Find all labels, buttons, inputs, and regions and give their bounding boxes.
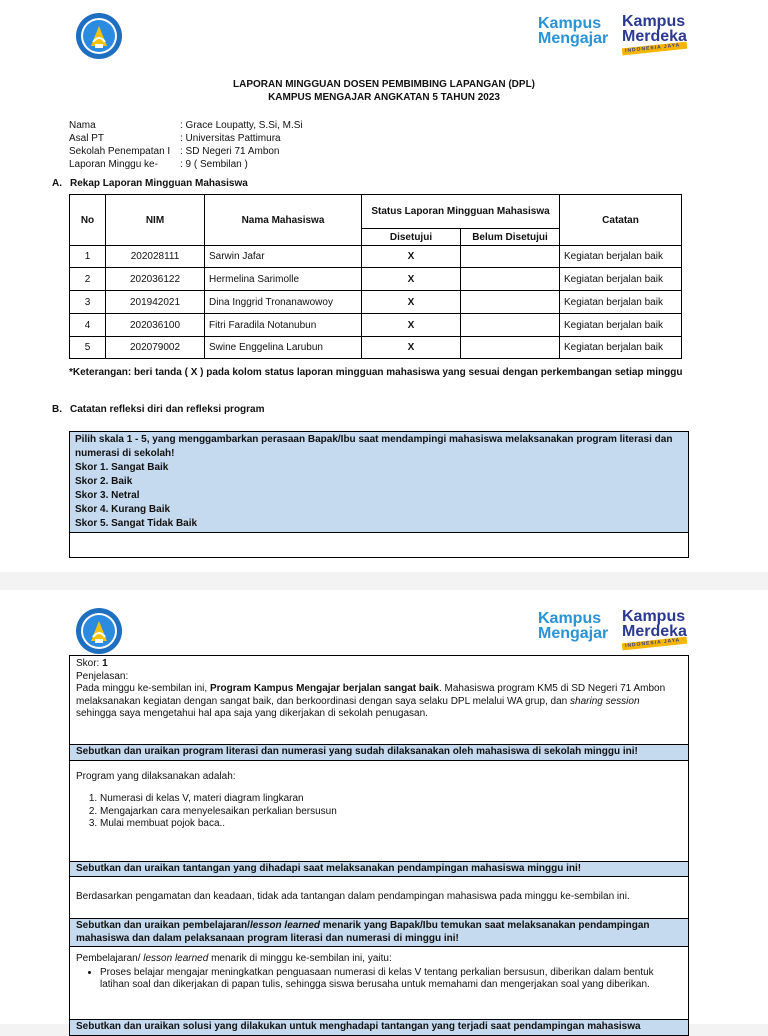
cell-no: 2	[70, 268, 106, 291]
brand-tagline: INDONESIA JAYA	[622, 42, 687, 56]
info-value: : SD Negeri 71 Ambon	[180, 146, 280, 157]
cell-nama: Hermelina Sarimolle	[205, 268, 362, 291]
cell-nim: 202036100	[106, 314, 205, 337]
section-title: Rekap Laporan Mingguan Mahasiswa	[70, 178, 248, 189]
cell-disetujui: X	[362, 314, 461, 337]
brand-line1: Kampus	[622, 13, 686, 30]
cell-nama: Sarwin Jafar	[205, 246, 362, 268]
cell-no: 5	[70, 337, 106, 359]
list-item: 1. Numerasi di kelas V, materi diagram lingkaran	[100, 793, 682, 806]
question-3-italic: lesson learned	[249, 920, 320, 931]
info-label: Nama	[69, 120, 96, 131]
section-b-heading	[52, 404, 265, 415]
cell-nim: 202036122	[106, 268, 205, 291]
question-2: Sebutkan dan uraikan tantangan yang dihadapi saat melaksanakan pendampingan mahasiswa minggu ini!	[70, 862, 688, 878]
brand-line2: Merdeka	[622, 28, 687, 45]
list-item: 2. Mengajarkan cara menyelesaikan perkalian bersusun	[100, 806, 682, 819]
tut-wuri-handayani-logo-icon	[75, 607, 123, 655]
scale-prompt: Pilih skala 1 - 5, yang menggambarkan perasaan Bapak/Ibu saat mendampingi mahasiswa melaksanakan program literasi dan numerasi di sekolah!	[75, 434, 673, 459]
kampus-merdeka-logo	[622, 13, 687, 55]
brand-line2: Merdeka	[622, 623, 687, 640]
scale-item: Skor 4. Kurang Baik	[75, 504, 171, 515]
cell-nim: 202028111	[106, 246, 205, 268]
section-a-heading	[52, 178, 248, 189]
table-row	[70, 291, 682, 314]
col-header-no: No	[70, 195, 106, 246]
cell-no: 1	[70, 246, 106, 268]
answer-3-post: menarik di minggu ke-sembilan ini, yaitu:	[208, 953, 392, 964]
cell-disetujui: X	[362, 246, 461, 268]
info-label: Asal PT	[69, 133, 105, 144]
cell-belum	[461, 291, 560, 314]
tut-wuri-handayani-logo-icon	[75, 12, 123, 60]
penjelasan-mid: . Mahasiswa program KM5 di SD Negeri 71 Ambon melaksanakan kegiatan dengan sangat baik, dan berkoordinasi dengan saya selaku DPL melalui WA grup, dan	[76, 683, 666, 707]
scale-answer-field	[70, 533, 688, 557]
penjelasan-italic: sharing session	[570, 695, 640, 707]
table-note: *Keterangan: beri tanda ( X ) pada kolom status laporan mingguan mahasiswa yang sesuai dengan perkembangan setiap minggu	[69, 367, 683, 378]
question-4: Sebutkan dan uraikan solusi yang dilakukan untuk menghadapi tantangan yang terjadi saat pendampingan mahasiswa	[70, 1020, 688, 1035]
brand-line1: Kampus	[622, 608, 686, 625]
identity-block	[69, 119, 303, 171]
cell-nama: Dina Inggrid Tronanawowoy	[205, 291, 362, 314]
answer-1-intro: Program yang dilaksanakan adalah:	[76, 770, 236, 782]
col-header-status: Status Laporan Mingguan Mahasiswa	[362, 195, 560, 229]
info-value: : Universitas Pattimura	[180, 133, 281, 144]
answer-3-italic: lesson learned	[143, 953, 209, 964]
rekap-table	[69, 194, 682, 359]
cell-belum	[461, 337, 560, 359]
brand-line2: Mengajar	[538, 625, 609, 642]
kampus-mengajar-logo	[538, 611, 608, 641]
info-value: : Grace Loupatty, S.Si, M.Si	[180, 120, 303, 131]
cell-nim: 201942021	[106, 291, 205, 314]
col-header-disetujui: Disetujui	[362, 229, 461, 246]
answer-1	[70, 761, 688, 862]
cell-nama: Swine Enggelina Larubun	[205, 337, 362, 359]
report-subtitle: KAMPUS MENGAJAR ANGKATAN 5 TAHUN 2023	[268, 92, 500, 103]
section-letter: A.	[52, 178, 62, 189]
penjelasan-text	[76, 683, 682, 721]
cell-catatan: Kegiatan berjalan baik	[560, 337, 682, 359]
cell-belum	[461, 314, 560, 337]
penjelasan-pre: Pada minggu ke-sembilan ini,	[76, 683, 210, 694]
cell-disetujui: X	[362, 268, 461, 291]
col-header-belum: Belum Disetujui	[461, 229, 560, 246]
table-row	[70, 337, 682, 359]
table-row	[70, 314, 682, 337]
penjelasan-bold: Program Kampus Mengajar berjalan sangat baik	[209, 683, 439, 694]
section-letter: B.	[52, 404, 62, 415]
answer-3	[70, 947, 688, 1020]
question-1: Sebutkan dan uraikan program literasi dan numerasi yang sudah dilaksanakan oleh mahasiswa di sekolah minggu ini!	[70, 745, 688, 761]
question-3	[70, 919, 688, 947]
penjelasan-label: Penjelasan:	[76, 670, 129, 682]
skor-label: Skor:	[76, 658, 103, 669]
cell-disetujui: X	[362, 291, 461, 314]
kampus-mengajar-logo	[538, 16, 608, 46]
question-3-pre: Sebutkan dan uraikan pembelajaran/	[76, 920, 250, 931]
kampus-merdeka-logo	[622, 608, 687, 650]
answer-1-list	[76, 793, 682, 831]
cell-catatan: Kegiatan berjalan baik	[560, 246, 682, 268]
reflection-box	[69, 655, 689, 1036]
brand-line1: Kampus	[538, 610, 602, 627]
cell-nama: Fitri Faradila Notanubun	[205, 314, 362, 337]
col-header-nim: NIM	[106, 195, 205, 246]
info-label: Sekolah Penempatan I	[69, 146, 171, 157]
cell-belum	[461, 268, 560, 291]
cell-no: 3	[70, 291, 106, 314]
scale-prompt-area	[70, 432, 688, 533]
col-header-catatan: Catatan	[560, 195, 682, 246]
question-3-post: menarik yang Bapak/Ibu temukan saat melaksanakan pendampingan mahasiswa dan dalam pelaksanaan program literasi dan numerasi di minggu ini!	[76, 920, 650, 944]
scale-item: Skor 3. Netral	[75, 490, 140, 501]
cell-catatan: Kegiatan berjalan baik	[560, 291, 682, 314]
section-title: Catatan refleksi diri dan refleksi program	[70, 404, 265, 415]
answer-3-list	[76, 967, 682, 992]
penjelasan-post: sehingga saya mengetahui hal apa saja yang dikerjakan di sekolah penugasan.	[76, 708, 428, 719]
scale-item: Skor 5. Sangat Tidak Baik	[75, 518, 198, 529]
skor-value: 1	[102, 658, 108, 669]
cell-disetujui: X	[362, 337, 461, 359]
cell-belum	[461, 246, 560, 268]
answer-3-intro	[76, 953, 682, 966]
skor-cell	[70, 656, 688, 745]
brand-line1: Kampus	[538, 15, 602, 32]
info-value: : 9 ( Sembilan )	[180, 159, 248, 170]
cell-catatan: Kegiatan berjalan baik	[560, 268, 682, 291]
info-label: Laporan Minggu ke-	[69, 159, 158, 170]
answer-2: Berdasarkan pengamatan dan keadaan, tidak ada tantangan dalam pendampingan mahasiswa pada minggu ke-sembilan ini.	[70, 877, 688, 919]
answer-3-pre: Pembelajaran/	[76, 953, 144, 964]
table-row	[70, 246, 682, 268]
list-item: 3. Mulai membuat pojok baca..	[100, 818, 682, 831]
report-title: LAPORAN MINGGUAN DOSEN PEMBIMBING LAPANGAN (DPL)	[232, 79, 536, 90]
scale-item: Skor 2. Baik	[75, 476, 133, 487]
cell-catatan: Kegiatan berjalan baik	[560, 314, 682, 337]
col-header-nama: Nama Mahasiswa	[205, 195, 362, 246]
scale-box	[69, 431, 689, 558]
table-row	[70, 268, 682, 291]
cell-nim: 202079002	[106, 337, 205, 359]
brand-line2: Mengajar	[538, 30, 609, 47]
brand-tagline: INDONESIA JAYA	[622, 637, 687, 651]
list-item: • Proses belajar mengajar meningkatkan penguasaan numerasi di kelas V tentang perkalian bersusun, diberikan dalam bentuk latihan soal dan dikerjakan di papan tulis, sehingga siswa berusaha untuk memahami dan mengerjakan soal yang diberikan.	[100, 967, 682, 992]
cell-no: 4	[70, 314, 106, 337]
scale-item: Skor 1. Sangat Baik	[75, 462, 169, 473]
